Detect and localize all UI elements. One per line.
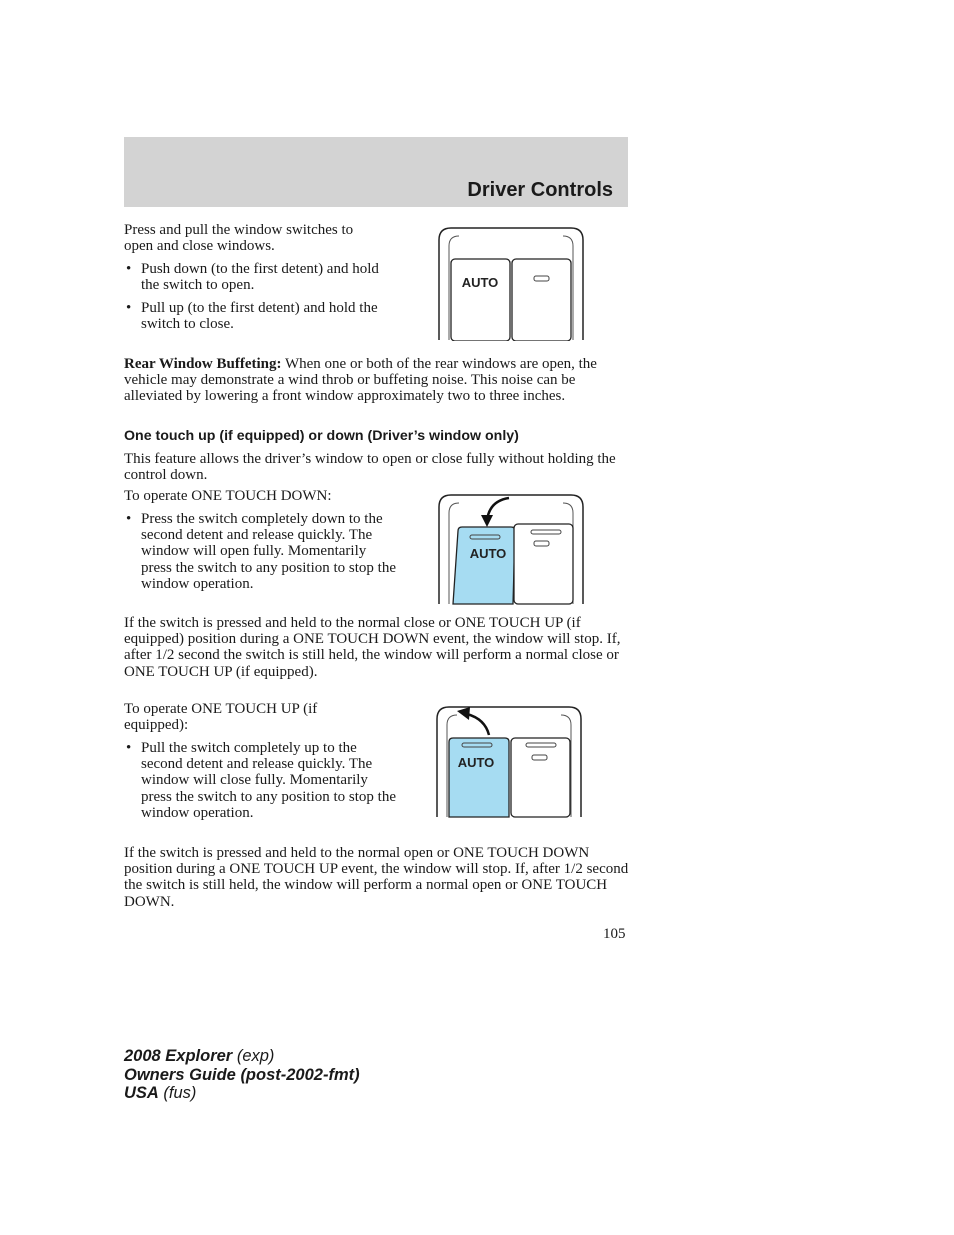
intro-text: Press and pull the window switches to open and close windows. [124, 222, 354, 255]
section-header [124, 137, 628, 207]
intro-bullet-1-text: Push down (to the first detent) and hold the switch to open. [141, 261, 379, 294]
document-footer [124, 1047, 360, 1103]
footer-market-code: (fus) [158, 1084, 197, 1102]
one-touch-up-intro: To operate ONE TOUCH UP (if equipped): [124, 701, 318, 734]
one-touch-up-bullet-text: Pull the switch completely up to the second detent and release quickly. The window will close fully. Momentarily press the switch to any position to stop the window operation. [141, 740, 396, 821]
one-touch-down-intro: To operate ONE TOUCH DOWN: [124, 488, 332, 504]
one-touch-heading: One touch up (if equipped) or down (Driver’s window only) [124, 428, 519, 444]
footer-line-2 [124, 1066, 360, 1085]
one-touch-up-bullet: • Pull the switch completely up to the second detent and release quickly. The window will close fully. Momentarily press the switch to any position to stop the window operation. [126, 740, 396, 821]
auto-label-2: AUTO [469, 546, 507, 561]
buffeting-paragraph [124, 356, 629, 405]
footer-line-3 [124, 1084, 360, 1103]
auto-label-3: AUTO [457, 755, 495, 770]
buffeting-text: When one or both of the rear windows are open, the vehicle may demonstrate a wind throb or buffeting noise. This noise can be alleviated by lowering a front window approximately two to three inches. [124, 356, 597, 405]
intro-bullet-2-text: Pull up (to the first detent) and hold the switch to close. [141, 300, 378, 333]
one-touch-down-figure [437, 493, 585, 605]
one-touch-down-bullet: • Press the switch completely down to the second detent and release quickly. The window will open fully. Momentarily press the switch to any position to stop the window operation. [126, 511, 396, 592]
one-touch-up-figure [435, 705, 583, 818]
one-touch-down-bullet-text: Press the switch completely down to the second detent and release quickly. The window will open fully. Momentarily press the switch to any position to stop the window operation. [141, 511, 396, 592]
one-touch-up-note: If the switch is pressed and held to the normal open or ONE TOUCH DOWN position during a ONE TOUCH UP event, the window will stop. If, after 1/2 second the switch is still held, the window will perform a normal open or ONE TOUCH DOWN. [124, 845, 629, 910]
one-touch-description: This feature allows the driver’s window to open or close fully without holding the control down. [124, 451, 616, 484]
footer-model: 2008 Explorer [124, 1047, 233, 1065]
buffeting-label: Rear Window Buffeting: [124, 356, 282, 372]
footer-line-1 [124, 1047, 360, 1066]
intro-bullet-2: • Pull up (to the first detent) and hold the switch to close. [126, 300, 378, 333]
footer-model-code: (exp) [232, 1047, 275, 1065]
intro-bullet-1: • Push down (to the first detent) and hold the switch to open. [126, 261, 379, 294]
footer-guide: Owners Guide (post-2002-fmt) [124, 1065, 360, 1084]
section-title: Driver Controls [467, 179, 613, 201]
one-touch-down-note-text: If the switch is pressed and held to the normal close or ONE TOUCH UP (if equipped) position during a ONE TOUCH DOWN event, the window will stop. If, after 1/2 second the switch is still held, the window will perform a normal close or ONE TOUCH UP (if equipped). [124, 615, 621, 680]
auto-label-1: AUTO [461, 275, 499, 290]
page-number: 105 [603, 926, 626, 942]
window-switch-figure [437, 226, 585, 341]
footer-market: USA [124, 1084, 159, 1102]
one-touch-down-note [124, 615, 629, 680]
